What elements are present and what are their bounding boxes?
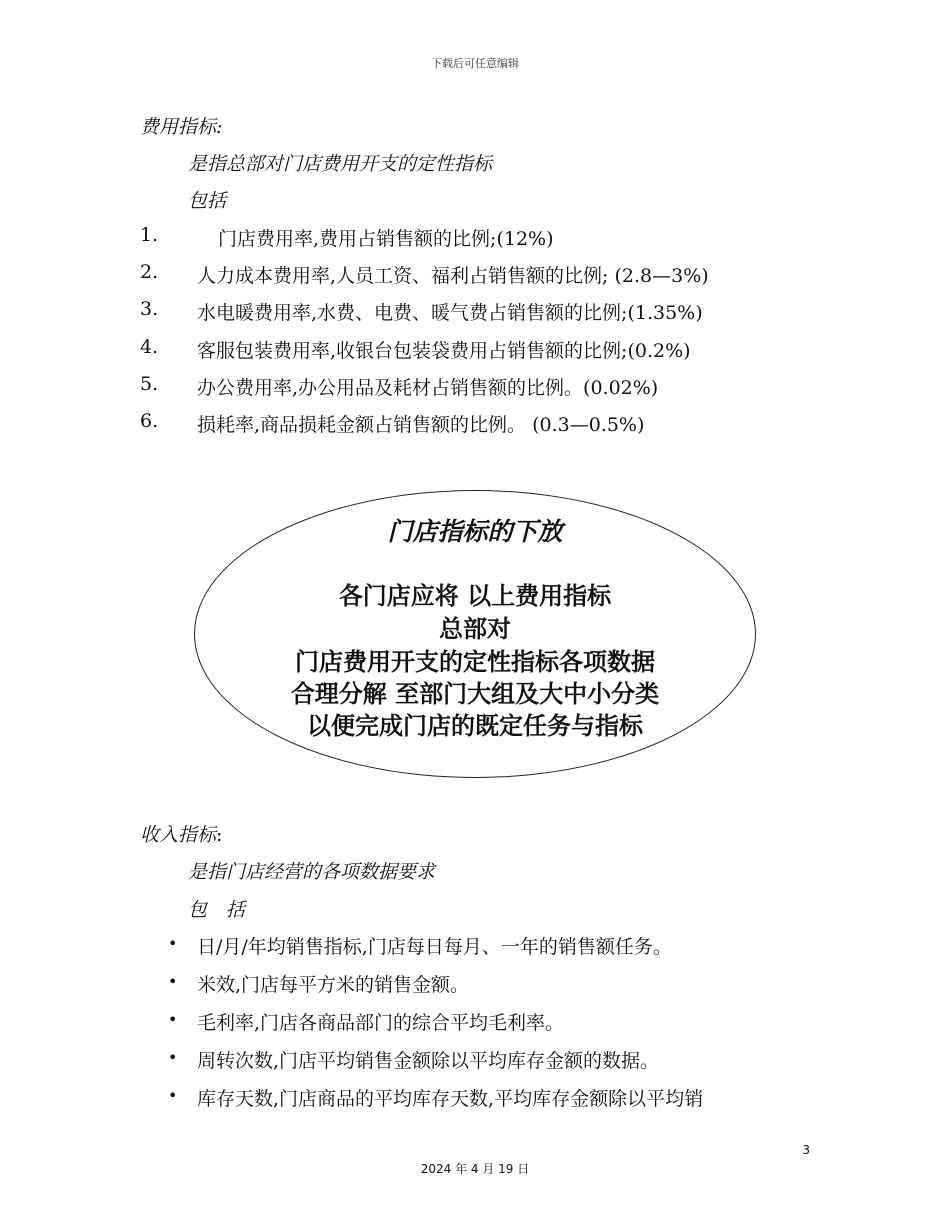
- oval-line: 以便完成门店的既定任务与指标: [307, 712, 643, 740]
- expense-item-number: 1.: [140, 224, 159, 246]
- income-heading: [140, 820, 222, 847]
- expense-item-text: 门店费用率,费用占销售额的比例;(12%): [218, 228, 554, 250]
- oval-title: 门店指标的下放: [387, 517, 563, 546]
- page-number: 3: [802, 1143, 810, 1157]
- income-item-text: 库存天数,门店商品的平均库存天数,平均库存金额除以平均销: [197, 1088, 704, 1110]
- income-heading-colon: :: [216, 824, 223, 846]
- oval-line: 门店费用开支的定性指标各项数据: [295, 648, 655, 676]
- income-description: 是指门店经营的各项数据要求: [188, 861, 436, 883]
- income-item-text: 米效,门店每平方米的销售金额。: [197, 974, 470, 996]
- income-item-text: 毛利率,门店各商品部门的综合平均毛利率。: [197, 1012, 565, 1034]
- income-item-text: 日/月/年均销售指标,门店每日每月、一年的销售额任务。: [197, 936, 672, 958]
- expense-item-text: 客服包装费用率,收银台包装袋费用占销售额的比例;(0.2%): [197, 340, 691, 362]
- bullet-icon: •: [168, 934, 178, 953]
- bullet-icon: •: [168, 1010, 178, 1029]
- expense-item-number: 5.: [140, 373, 159, 395]
- expense-item-text: 水电暖费用率,水费、电费、暖气费占销售额的比例;(1.35%): [197, 302, 703, 324]
- expense-include-label: 包括: [188, 190, 227, 212]
- bullet-icon: •: [168, 1086, 178, 1105]
- page-footer-date: 2024 年 4 月 19 日: [420, 1162, 530, 1176]
- oval-line: 各门店应将 以上费用指标: [338, 582, 612, 610]
- income-item-text: 周转次数,门店平均销售金额除以平均库存金额的数据。: [197, 1050, 660, 1072]
- income-include-label: 包 括: [188, 899, 246, 921]
- oval-line: 合理分解 至部门大组及大中小分类: [290, 680, 660, 708]
- expense-item-number: 3.: [140, 298, 159, 320]
- expense-description: 是指总部对门店费用开支的定性指标: [188, 153, 493, 175]
- expense-item-text: 办公费用率,办公用品及耗材占销售额的比例。(0.02%): [197, 377, 659, 399]
- oval-line: 总部对: [439, 615, 511, 643]
- expense-item-text: 人力成本费用率,人员工资、福利占销售额的比例; (2.8—3%): [197, 265, 709, 287]
- bullet-icon: •: [168, 1048, 178, 1067]
- expense-item-number: 4.: [140, 336, 159, 358]
- expense-item-number: 2.: [140, 261, 159, 283]
- expense-heading: 费用指标:: [140, 116, 223, 138]
- page-header: 下载后可任意编辑: [431, 57, 519, 70]
- income-heading-text: 收入指标: [140, 824, 217, 846]
- expense-item-number: 6.: [140, 410, 159, 432]
- bullet-icon: •: [168, 972, 178, 991]
- expense-item-text: 损耗率,商品损耗金额占销售额的比例。 (0.3—0.5%): [197, 414, 645, 436]
